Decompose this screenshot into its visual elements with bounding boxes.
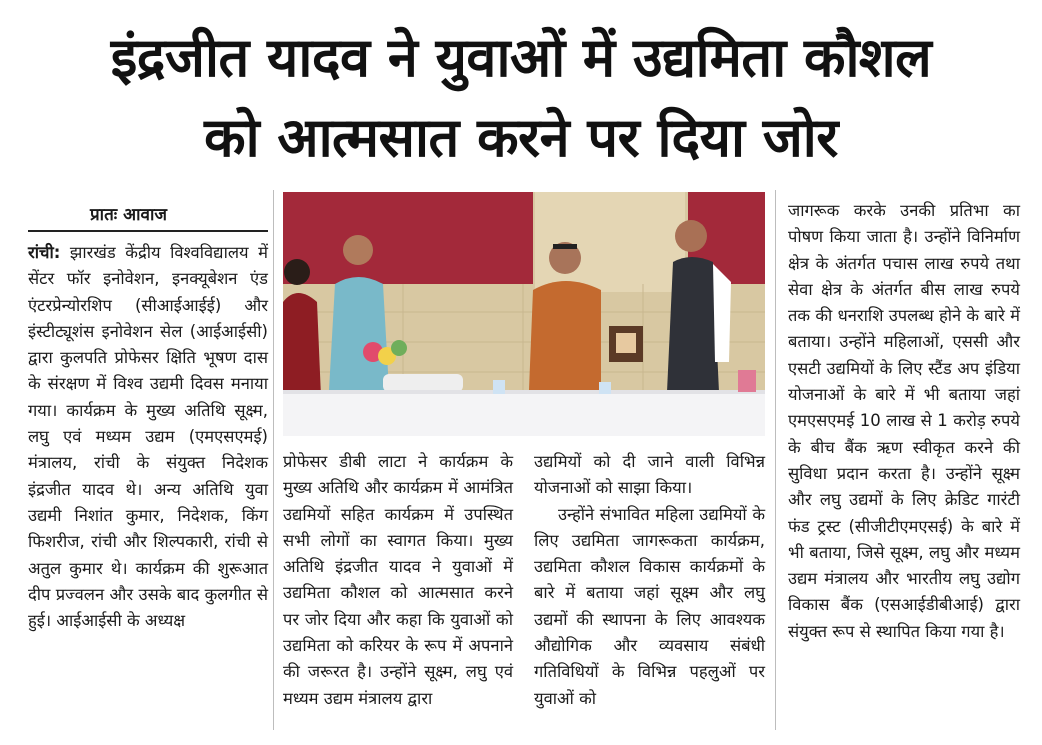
column-3-paragraph-1: उद्यमियों को दी जाने वाली विभिन्न योजनाओं को साझा किया। (534, 452, 765, 498)
article-column-4 (788, 198, 1020, 645)
column-divider (273, 190, 274, 730)
column-3-paragraph-2: उन्होंने संभावित महिला उद्यमियों के लिए उद्यमिता जागरूकता कार्यक्रम, उद्यमिता कौशल विकास कार्यक्रमों के बारे में बताया जहां सूक्ष्म और लघु उद्यमों की स्थापना के लिए आवश्यक औद्योगिक और व्यवसाय संबंधी गतिविधियों के विभिन्न पहलुओं पर युवाओं को (534, 504, 765, 708)
headline (20, 18, 1022, 178)
event-photo (283, 192, 765, 436)
event-photo-image (283, 192, 765, 436)
column-4-text: जागरूक करके उनकी प्रतिभा का पोषण किया जाता है। उन्होंने विनिर्माण क्षेत्र के अंतर्गत पचास लाख रुपये तथा सेवा क्षेत्र के अंतर्गत बीस लाख रुपये तक की धनराशि उपलब्ध होने के बारे में बताया। उन्होंने महिलाओं, एससी और एसटी उद्यमियों के लिए स्टैंड अप इंडिया योजनाओं के बारे में भी बताया जहां एमएसएमई 10 लाख से 1 करोड़ रुपये के बीच बैंक ऋण स्वीकृत करने की सुविधा प्रदान करता है। उन्होंने सूक्ष्म और लघु उद्यमों के लिए क्रेडिट गारंटी फंड ट्रस्ट (सीजीटीएमएसई) के बारे में भी बताया, जिसे सूक्ष्म, लघु और मध्यम उद्यम मंत्रालय और भारतीय लघु उद्योग विकास बैंक (एसआईडीबीआई) द्वारा संयुक्त रूप से स्थापित किया गया है। (788, 201, 1020, 641)
column-1-text: झारखंड केंद्रीय विश्वविद्यालय में सेंटर फॉर इनोवेशन, इनक्यूबेशन एंड एंटरप्रेन्योरशिप (सीआईआईई) और इंस्टीट्यूशंस इनोवेशन सेल (आईआईसी) द्वारा कुलपति प्रोफेसर क्षिति भूषण दास के संरक्षण में विश्व उद्यमी दिवस मनाया गया। कार्यक्रम के मुख्य अतिथि सूक्ष्म, लघु एवं मध्यम उद्यम (एमएसएमई) मंत्रालय, रांची के संयुक्त निदेशक इंद्रजीत यादव थे। अन्य अतिथि युवा उद्यमी निशांत कुमार, निदेशक, किंग फिशरीज, रांची और शिल्पकारी, रांची से अतुल कुमार थे। कार्यक्रम की शुरूआत दीप प्रज्वलन और उसके बाद कुलगीत से हुई। आईआईसी के अध्यक्ष (28, 243, 268, 631)
source-text: प्रातः आवाज (90, 205, 167, 225)
article-column-2 (283, 449, 513, 712)
column-2-text: प्रोफेसर डीबी लाटा ने कार्यक्रम के मुख्य अतिथि और कार्यक्रम में आमंत्रित उद्यमियों सहित कार्यक्रम में उपस्थित सभी लोगों का स्वागत किया। मुख्य अतिथि इंद्रजीत यादव ने युवाओं में उद्यमिता कौशल को आत्मसात करने पर जोर दिया और कहा कि युवाओं को उद्यमिता को करियर के रूप में अपनाने की जरूरत है। उन्होंने सूक्ष्म, लघु एवं मध्यम उद्यम मंत्रालय द्वारा (283, 452, 513, 708)
headline-line-1: इंद्रजीत यादव ने युवाओं में उद्यमिता कौशल (110, 26, 932, 89)
article-column-3 (534, 449, 765, 712)
headline-line-2: को आत्मसात करने पर दिया जोर (204, 106, 838, 169)
source-label (28, 200, 268, 232)
article-column-1 (28, 240, 268, 634)
column-divider (775, 190, 776, 730)
dateline: रांची: (28, 243, 61, 262)
